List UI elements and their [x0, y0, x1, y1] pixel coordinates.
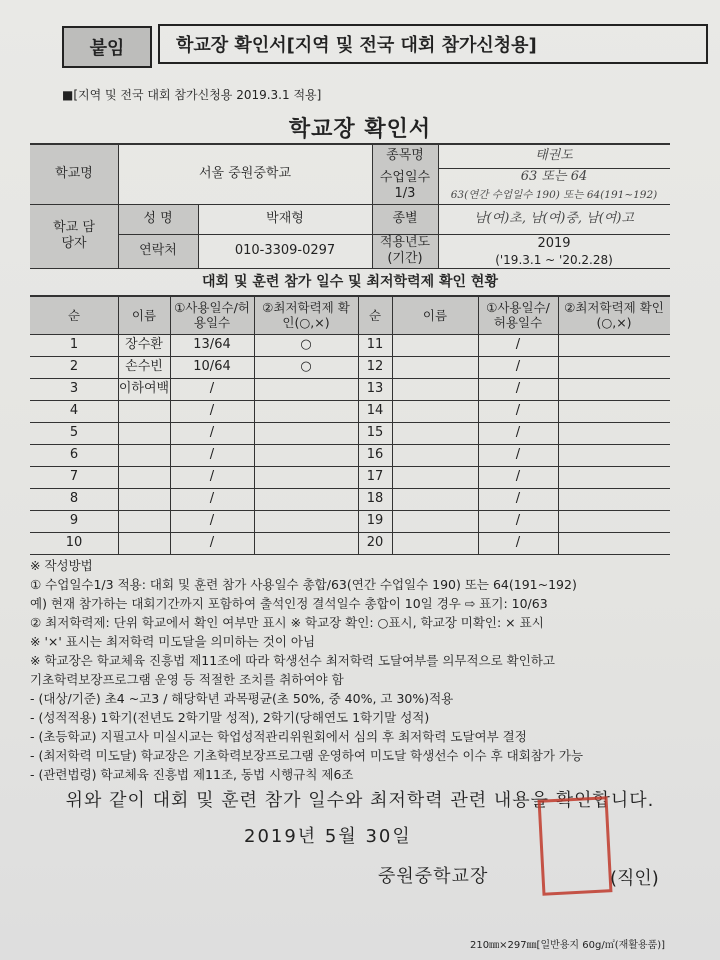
days-label: 수업일수 1/3	[379, 170, 431, 201]
table-cell-usage: /	[515, 425, 521, 441]
table-cell-usage: /	[515, 491, 521, 507]
note-line: - (초등학교) 지필고사 미실시교는 학업성적관리위원회에서 심의 후 최저학력 도달여부 결정	[30, 729, 527, 744]
header-no-left: 순	[67, 307, 81, 323]
table-cell-name	[392, 356, 478, 378]
table-cell-check	[558, 532, 670, 554]
writing-notes	[30, 556, 710, 784]
table-cell-name	[118, 532, 170, 554]
table-cell-name: 손수빈	[125, 359, 163, 375]
table-cell-no: 16	[366, 447, 384, 463]
header-check-left: ②최저학력제 확인(○,×)	[262, 300, 350, 330]
table-cell-no: 18	[366, 491, 384, 507]
year-value: 2019	[537, 236, 571, 252]
table-cell-usage: 10/64	[193, 359, 231, 375]
days-note: 63(연간 수업일수 190) 또는 64(191~192)	[450, 188, 658, 201]
table-cell-usage: /	[209, 425, 215, 441]
table-cell-check	[558, 510, 670, 532]
table-cell-name	[392, 444, 478, 466]
table-cell-usage: /	[209, 535, 215, 551]
table-cell-no: 5	[69, 425, 79, 441]
table-cell-check: ○	[300, 359, 312, 375]
table-cell-no: 20	[366, 535, 384, 551]
manager-label: 학교 담당자	[53, 220, 95, 251]
phone-value: 010-3309-0297	[234, 243, 336, 259]
table-cell-name	[392, 422, 478, 444]
note-line: ※ '×' 표시는 최저학력 미도달을 의미하는 것이 아님	[30, 634, 316, 649]
table-cell-usage: /	[209, 513, 215, 529]
principal-signature: 중원중학교장	[378, 866, 489, 887]
note-line: 기초학력보장프로그램 운영 등 적절한 조치를 취하여야 함	[30, 672, 344, 687]
school-name: 서울 중원중학교	[198, 166, 292, 182]
table-cell-name	[392, 488, 478, 510]
table-cell-no: 8	[69, 491, 79, 507]
table-cell-check	[558, 334, 670, 356]
table-cell-check	[558, 444, 670, 466]
table-cell-usage: /	[209, 381, 215, 397]
table-cell-check	[558, 400, 670, 422]
table-cell-check	[558, 378, 670, 400]
table-cell-usage: /	[209, 447, 215, 463]
table-cell-usage: /	[515, 337, 521, 353]
note-line: - (성적적용) 1학기(전년도 2학기말 성적), 2학기(당해연도 1학기말 성적)	[30, 710, 430, 725]
table-cell-no: 13	[366, 381, 384, 397]
note-line: ※ 학교장은 학교체육 진흥법 제11조에 따라 학생선수 최저학력 도달여부를 의무적으로 확인하고	[30, 653, 555, 668]
table-cell-no: 19	[366, 513, 384, 529]
table-cell-name: 장수환	[125, 337, 163, 353]
table-cell-check	[254, 510, 358, 532]
table-cell-usage: /	[515, 513, 521, 529]
table-cell-name	[392, 510, 478, 532]
school-label: 학교명	[55, 166, 93, 182]
table-cell-name: 이하여백	[118, 381, 170, 397]
note-line: ② 최저학력제: 단위 학교에서 확인 여부만 표시 ※ 학교장 확인: ○표시, 학교장 미확인: × 표시	[30, 615, 544, 630]
document-header	[62, 24, 712, 68]
year-label: 적용년도 (기간)	[379, 235, 431, 266]
table-cell-usage: /	[209, 491, 215, 507]
table-cell-name	[392, 400, 478, 422]
table-cell-no: 6	[69, 447, 79, 463]
name-label: 성 명	[143, 211, 173, 227]
table-cell-no: 10	[65, 535, 83, 551]
header-check-right: ②최저학력제 확인(○,×)	[564, 300, 664, 330]
note-line: ※ 작성방법	[30, 558, 93, 573]
table-cell-no: 2	[69, 359, 79, 375]
confirmation-statement: 위와 같이 대회 및 훈련 참가 일수와 최저학력 관련 내용을 확인합니다.	[65, 790, 655, 811]
table-cell-check	[254, 444, 358, 466]
table-cell-no: 7	[69, 469, 79, 485]
event-value: 태권도	[535, 148, 573, 164]
table-cell-usage: /	[515, 469, 521, 485]
table-cell-usage: /	[209, 469, 215, 485]
table-cell-usage: /	[515, 403, 521, 419]
table-cell-name	[118, 422, 170, 444]
table-cell-check	[558, 488, 670, 510]
gender-value: 남(여)초, 남(여)중, 남(여)고	[474, 211, 634, 227]
note-line: ① 수업일수1/3 적용: 대회 및 훈련 참가 사용일수 총합/63(연간 수업일수 190) 또는 64(191~192)	[30, 577, 577, 592]
table-cell-name	[392, 466, 478, 488]
table-cell-name	[392, 378, 478, 400]
table-cell-check	[254, 466, 358, 488]
table-cell-name	[118, 510, 170, 532]
paper-spec-footer: 210㎜×297㎜[일반용지 60g/㎡(재활용품)]	[470, 940, 666, 951]
table-cell-check	[558, 356, 670, 378]
signature-date: 2019년 5월 30일	[244, 826, 412, 847]
table-cell-no: 1	[69, 337, 79, 353]
table-cell-name	[118, 400, 170, 422]
table-cell-no: 9	[69, 513, 79, 529]
table-cell-usage: 13/64	[193, 337, 231, 353]
form-subnote: ■[지역 및 전국 대회 참가신청용 2019.3.1 적용]	[62, 88, 322, 102]
event-label: 종목명	[386, 148, 424, 164]
manager-name: 박재형	[266, 211, 304, 227]
header-name-right: 이름	[422, 307, 448, 323]
table-cell-check	[254, 378, 358, 400]
table-cell-name	[392, 334, 478, 356]
table-cell-check	[558, 422, 670, 444]
phone-label: 연락처	[139, 243, 177, 259]
section-title: 대회 및 훈련 참가 일수 및 최저학력제 확인 현황	[202, 273, 498, 290]
table-cell-check	[254, 532, 358, 554]
table-cell-usage: /	[515, 447, 521, 463]
year-period: ('19.3.1 ~ '20.2.28)	[495, 252, 613, 267]
page-title: 학교장 확인서	[288, 117, 432, 142]
header-no-right: 순	[368, 307, 382, 323]
header-name-left: 이름	[131, 307, 157, 323]
table-cell-no: 17	[366, 469, 384, 485]
table-cell-no: 4	[69, 403, 79, 419]
table-cell-usage: /	[515, 381, 521, 397]
table-cell-no: 14	[366, 403, 384, 419]
seal-label: (직인)	[610, 868, 659, 889]
table-cell-usage: /	[515, 359, 521, 375]
attachment-tag: 붙임	[62, 26, 152, 68]
table-cell-no: 12	[366, 359, 384, 375]
note-line: - (관련법령) 학교체육 진흥법 제11조, 동법 시행규칙 제6조	[30, 767, 354, 782]
days-value: 63 또는 64	[520, 169, 588, 185]
table-cell-check	[254, 422, 358, 444]
official-seal-stamp	[538, 796, 613, 896]
table-cell-usage: /	[515, 535, 521, 551]
note-line: - (최저학력 미도달) 학교장은 기초학력보장프로그램 운영하여 미도달 학생선수 이수 후 대회참가 가능	[30, 748, 584, 763]
gender-label: 종별	[392, 211, 418, 227]
header-title: 학교장 확인서[지역 및 전국 대회 참가신청용]	[158, 24, 708, 64]
note-line: - (대상/기준) 초4 ~고3 / 해당학년 과목평균(초 50%, 중 40%, 고 30%)적용	[30, 691, 454, 706]
table-cell-check: ○	[300, 337, 312, 353]
header-usage-right: ①사용일수/허용일수	[486, 300, 550, 330]
table-cell-name	[392, 532, 478, 554]
table-cell-no: 3	[69, 381, 79, 397]
header-usage-left: ①사용일수/허용일수	[174, 300, 250, 330]
table-cell-name	[118, 488, 170, 510]
table-cell-check	[254, 488, 358, 510]
table-cell-check	[254, 400, 358, 422]
table-cell-check	[558, 466, 670, 488]
table-cell-usage: /	[209, 403, 215, 419]
table-cell-name	[118, 466, 170, 488]
table-cell-no: 11	[366, 337, 384, 353]
table-cell-name	[118, 444, 170, 466]
table-cell-no: 15	[366, 425, 384, 441]
note-line: 예) 현재 참가하는 대회기간까지 포함하여 출석인정 결석일수 총합이 10일 경우 ⇨ 표기: 10/63	[30, 596, 548, 611]
